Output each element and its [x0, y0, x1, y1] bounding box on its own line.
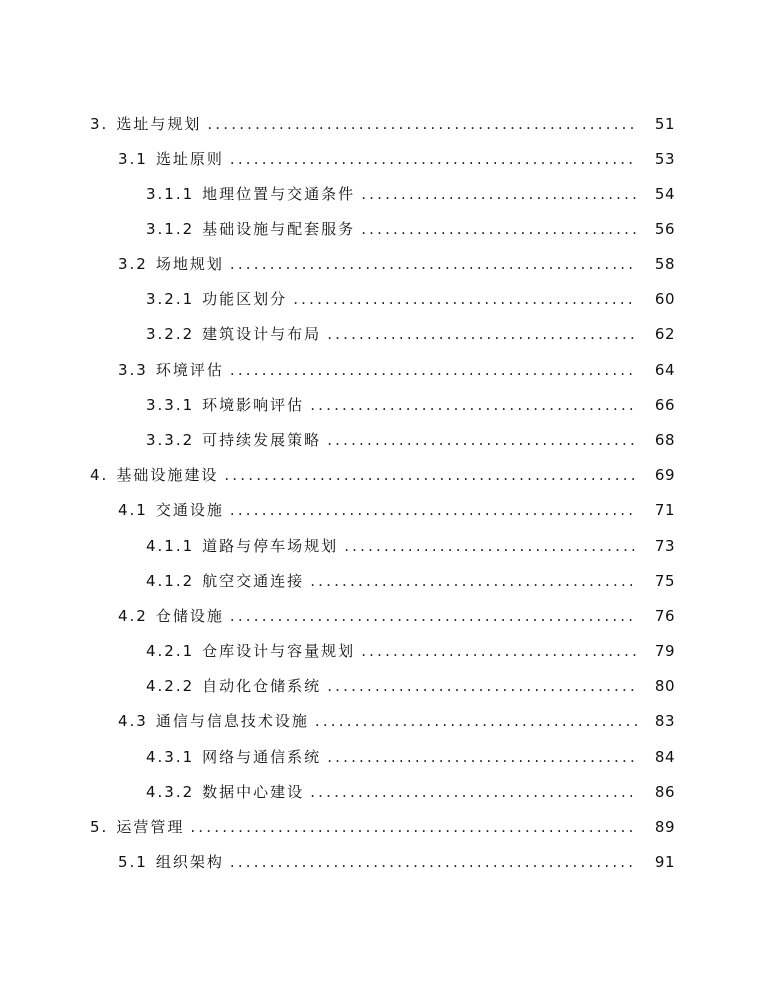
toc-entry-number: 3.1	[118, 150, 148, 168]
toc-entry-number: 3.	[90, 115, 109, 133]
toc-entry-number: 4.2	[118, 607, 148, 625]
toc-entry[interactable]	[0, 461, 765, 489]
toc-entry[interactable]	[0, 250, 765, 278]
toc-leader-dots	[327, 672, 637, 700]
toc-entry-page: 68	[654, 431, 675, 449]
toc-entry-number: 5.1	[118, 853, 148, 871]
toc-entry-number: 3.3.2	[146, 431, 195, 449]
toc-entry-title: 交通设施	[155, 501, 224, 519]
toc-entry-number: 3.2.1	[146, 290, 195, 308]
toc-leader-dots	[230, 250, 637, 278]
toc-entry-page: 69	[654, 466, 675, 484]
toc-leader-dots	[315, 707, 637, 735]
toc-entry-number: 4.2.2	[146, 677, 195, 695]
toc-entry[interactable]	[0, 567, 765, 595]
toc-entry[interactable]	[0, 320, 765, 348]
toc-entry-title: 可持续发展策略	[202, 431, 322, 449]
toc-entry-number: 4.1.1	[146, 537, 195, 555]
toc-leader-dots	[224, 461, 637, 489]
toc-leader-dots	[361, 215, 637, 243]
toc-entry-page: 86	[654, 783, 675, 801]
toc-entry[interactable]	[0, 215, 765, 243]
toc-entry-title: 航空交通连接	[202, 572, 305, 590]
toc-entry[interactable]	[0, 848, 765, 876]
toc-leader-dots	[310, 778, 637, 806]
toc-entry-title: 基础设施建设	[116, 466, 219, 484]
toc-entry[interactable]	[0, 743, 765, 771]
toc-leader-dots	[230, 145, 637, 173]
toc-entry-number: 3.2.2	[146, 325, 195, 343]
toc-entry-number: 3.2	[118, 255, 148, 273]
toc-leader-dots	[327, 320, 637, 348]
toc-entry[interactable]	[0, 637, 765, 665]
toc-entry-number: 4.3	[118, 712, 148, 730]
toc-entry-number: 4.3.1	[146, 748, 195, 766]
toc-entry-title: 数据中心建设	[202, 783, 305, 801]
toc-entry-page: 53	[654, 150, 675, 168]
toc-leader-dots	[293, 285, 637, 313]
toc-entry[interactable]	[0, 778, 765, 806]
toc-entry[interactable]	[0, 707, 765, 735]
toc-entry-page: 80	[654, 677, 675, 695]
toc-entry-page: 51	[654, 115, 675, 133]
toc-entry-title: 场地规划	[155, 255, 224, 273]
toc-entry-title: 环境影响评估	[202, 396, 305, 414]
toc-entry-title: 仓库设计与容量规划	[202, 642, 356, 660]
toc-entry-page: 62	[654, 325, 675, 343]
toc-entry-title: 环境评估	[155, 361, 224, 379]
toc-entry-page: 71	[654, 501, 675, 519]
toc-entry-page: 73	[654, 537, 675, 555]
toc-entry-title: 自动化仓储系统	[202, 677, 322, 695]
toc-entry[interactable]	[0, 602, 765, 630]
toc-entry-number: 4.3.2	[146, 783, 195, 801]
toc-entry-number: 3.3	[118, 361, 148, 379]
toc-entry-page: 91	[654, 853, 675, 871]
toc-entry-title: 组织架构	[155, 853, 224, 871]
toc-entry-number: 4.	[90, 466, 109, 484]
toc-entry-title: 网络与通信系统	[202, 748, 322, 766]
toc-entry[interactable]	[0, 180, 765, 208]
toc-entry[interactable]	[0, 285, 765, 313]
toc-entry-title: 选址与规划	[116, 115, 202, 133]
toc-entry[interactable]	[0, 356, 765, 384]
toc-leader-dots	[361, 637, 637, 665]
toc-entry[interactable]	[0, 426, 765, 454]
toc-leader-dots	[207, 110, 637, 138]
toc-entry-page: 75	[654, 572, 675, 590]
toc-entry-number: 4.1	[118, 501, 148, 519]
toc-entry-number: 4.1.2	[146, 572, 195, 590]
toc-leader-dots	[327, 426, 637, 454]
toc-leader-dots	[230, 602, 637, 630]
toc-entry-page: 83	[654, 712, 675, 730]
toc-entry-page: 56	[654, 220, 675, 238]
toc-entry-title: 仓储设施	[155, 607, 224, 625]
toc-entry-title: 地理位置与交通条件	[202, 185, 356, 203]
toc-leader-dots	[190, 813, 637, 841]
toc-leader-dots	[230, 356, 637, 384]
toc-entry-number: 3.1.1	[146, 185, 195, 203]
toc-entry-title: 选址原则	[155, 150, 224, 168]
toc-entry-page: 84	[654, 748, 675, 766]
toc-entry-number: 3.3.1	[146, 396, 195, 414]
toc-entry-title: 基础设施与配套服务	[202, 220, 356, 238]
toc-entry[interactable]	[0, 110, 765, 138]
toc-entry-page: 60	[654, 290, 675, 308]
toc-entry-page: 79	[654, 642, 675, 660]
toc-leader-dots	[361, 180, 637, 208]
toc-entry[interactable]	[0, 145, 765, 173]
toc-entry-title: 运营管理	[116, 818, 185, 836]
toc-leader-dots	[230, 848, 637, 876]
toc-entry-page: 66	[654, 396, 675, 414]
toc-entry-page: 54	[654, 185, 675, 203]
toc-entry-page: 64	[654, 361, 675, 379]
toc-entry-number: 3.1.2	[146, 220, 195, 238]
toc-entry-page: 58	[654, 255, 675, 273]
toc-entry[interactable]	[0, 672, 765, 700]
toc-entry-title: 通信与信息技术设施	[155, 712, 309, 730]
toc-entry-title: 道路与停车场规划	[202, 537, 339, 555]
toc-entry[interactable]	[0, 496, 765, 524]
toc-entry-page: 76	[654, 607, 675, 625]
toc-entry[interactable]	[0, 813, 765, 841]
toc-entry[interactable]	[0, 391, 765, 419]
toc-leader-dots	[310, 567, 637, 595]
toc-entry-page: 89	[654, 818, 675, 836]
toc-leader-dots	[230, 496, 637, 524]
toc-entry-title: 功能区划分	[202, 290, 288, 308]
toc-leader-dots	[327, 743, 637, 771]
toc-entry-title: 建筑设计与布局	[202, 325, 322, 343]
toc-entry-number: 4.2.1	[146, 642, 195, 660]
toc-leader-dots	[344, 532, 637, 560]
toc-entry-number: 5.	[90, 818, 109, 836]
toc-entry[interactable]	[0, 532, 765, 560]
toc-leader-dots	[310, 391, 637, 419]
